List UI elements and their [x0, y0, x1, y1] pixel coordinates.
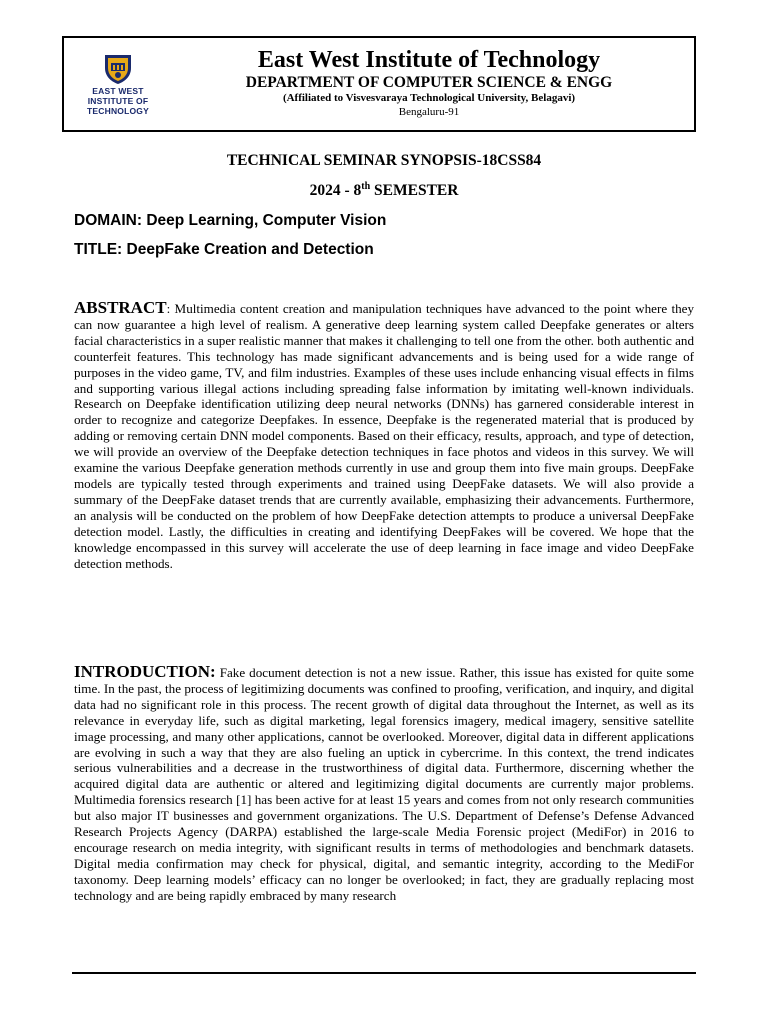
abstract-section — [74, 300, 694, 571]
institute-logo — [78, 52, 158, 122]
department-name: DEPARTMENT OF COMPUTER SCIENCE & ENGG — [245, 74, 613, 91]
logo-line: EAST WEST — [92, 86, 144, 96]
logo-line: TECHNOLOGY — [87, 106, 149, 116]
institute-crest-icon — [101, 52, 135, 86]
city: Bengaluru-91 — [398, 106, 460, 118]
title-line: TITLE: DeepFake Creation and Detection — [74, 241, 374, 258]
semester-year: 2024 - 8 — [309, 182, 362, 199]
semester-label: SEMESTER — [370, 182, 459, 199]
semester-line — [0, 182, 768, 200]
domain-line: DOMAIN: Deep Learning, Computer Vision — [74, 212, 387, 229]
logo-line: INSTITUTE OF — [87, 96, 149, 106]
abstract-heading: ABSTRACT — [74, 298, 167, 317]
footer-divider — [72, 972, 696, 974]
abstract-text: : Multimedia content creation and manipulation techniques have advanced to the point where they can now guarantee a high level of realism. A generative deep learning system called Deepfake generates or alters facial characteristics in a super realistic manner that makes it challenging to tell one from the other. both authentic and counterfeit features. This technology has made significant advancements and is being used for a wide range of purposes in the video game, TV, and film industries. Examples of these uses include enhancing visual effects in films and supporting various illegal actions including spreading false information by imitating well-known individuals. Research on Deepfake identification utilizing deep neural networks (DNNs) has garnered considerable interest in order to recognize and categorize Deepfakes. In essence, Deepfake is the regenerated material that is produced by adding or removing certain DNN model components. Based on their efficacy, results, approach, and type of detection, we will provide an overview of the Deepfake detection techniques in face photos and videos in this survey. We will examine the various Deepfake generation methods currently in use and group them into five main groups. DeepFake models are typically tested through experiments and trained using DeepFake datasets. We will also provide a summary of the DeepFake dataset trends that are currently available, emphasizing their advancements. Furthermore, an analysis will be conducted on the problem of how DeepFake detection attempts to produce a universal DeepFake detection model. Lastly, the difficulties in creating and identifying DeepFakes will be covered. We hope that the knowledge encompassed in this survey will accelerate the use of deep learning in face image and video DeepFake detection methods. — [74, 301, 694, 571]
institute-name: East West Institute of Technology — [257, 47, 601, 73]
affiliation: (Affiliated to Visvesvaraya Technological University, Belagavi) — [282, 92, 576, 104]
introduction-text: Fake document detection is not a new issue. Rather, this issue has existed for quite some time. In the past, the process of legitimizing documents was confined to proofing, verification, and inquiry, and digital data had no significant role in this process. The recent growth of digital data throughout the Internet, as well as its relevance in everyday life, such as digital marketing, legal forensics imagery, medical imagery, sensitive satellite image processing, and many other applications, cannot be overlooked. Moreover, digital data in different applications are evolving in such a way that they are also fueling an uptick in cybercrime. In this context, the trend indicates serious vulnerabilities and a decrease in the trustworthiness of digital data. Furthermore, discerning whether the acquired digital data are authentic or altered and legitimizing digital documents are currently major problems. Multimedia forensics research [1] has been active for at least 15 years and comes from not only research communities but also major IT businesses and government organizations. The U.S. Department of Defense’s Defense Advanced Research Projects Agency (DARPA) established the large-scale Media Forensic project (MediFor) in 2016 to encourage research on media integrity, with significant results in terms of methodologies and benchmark datasets. Digital media confirmation may check for physical, digital, and semantic integrity, according to the MediFor taxonomy. Deep learning models’ efficacy can no longer be overlooked; in fact, they are gradually replacing most technology and are being rapidly embraced by many research — [74, 665, 694, 903]
header-box — [62, 36, 696, 132]
header-text — [174, 46, 684, 119]
introduction-section — [74, 664, 694, 904]
introduction-heading: INTRODUCTION: — [74, 662, 216, 681]
synopsis-title: TECHNICAL SEMINAR SYNOPSIS-18CSS84 — [226, 152, 542, 169]
semester-suffix: th — [361, 180, 371, 192]
